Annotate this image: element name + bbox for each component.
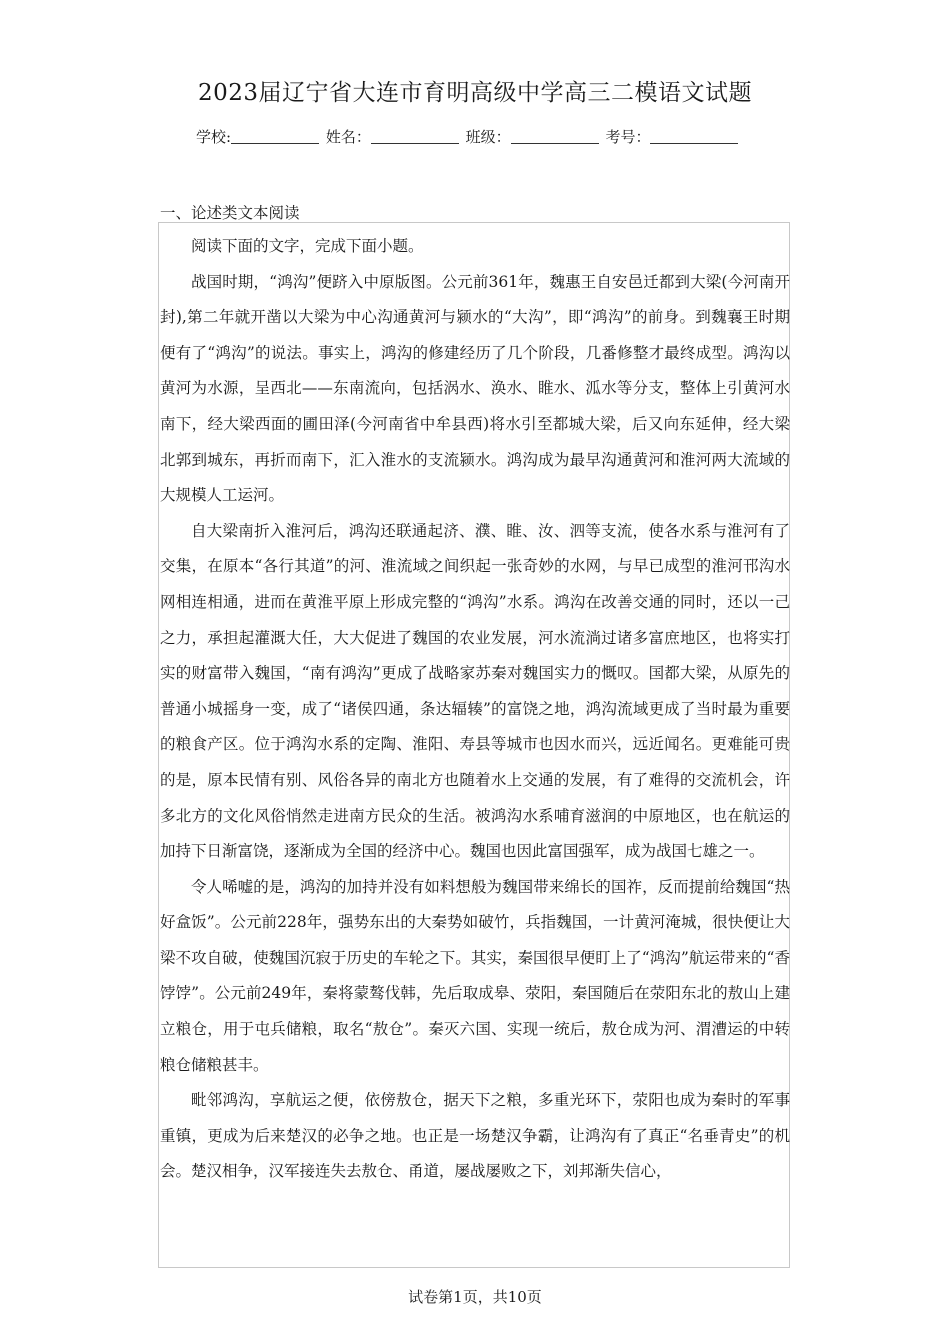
page-title: 2023届辽宁省大连市育明高级中学高三二模语文试题	[197, 80, 753, 106]
page-footer: 试卷第1页，共10页	[408, 1288, 542, 1306]
student-info-line	[196, 126, 740, 147]
passage-paragraph: 自大梁南折入淮河后，鸿沟还联通起济、濮、睢、汝、泗等支流，使各水系与淮河有了交集，在原本“各行其道”的河、淮流域之间织起一张奇妙的水网，与早已成型的淮河邗沟水网相连相通，进而在黄淮平原上形成完整的“鸿沟”水系。鸿沟在改善交通的同时，还以一己之力，承担起灌溉大任，大大促进了魏国的农业发展，河水流淌过诸多富庶地区，也将实打实的财富带入魏国，“南有鸿沟”更成了战略家苏秦对魏国实力的慨叹。国都大梁，从原先的普通小城摇身一变，成了“诸侯四通，条达辐辏”的富饶之地，鸿沟流域更成了当时最为重要的粮食产区。位于鸿沟水系的定陶、淮阳、寿县等城市也因水而兴，远近闻名。更难能可贵的是，原本民情有别、风俗各异的南北方也随着水上交通的发展，有了难得的交流机会，许多北方的文化风俗悄然走进南方民众的生活。被鸿沟水系哺育滋润的中原地区，也在航运的加持下日渐富饶，逐渐成为全国的经济中心。魏国也因此富国强军，成为战国七雄之一。	[160, 521, 790, 861]
passage-paragraph: 毗邻鸿沟，享航运之便，依傍敖仓，据天下之粮，多重光环下，荥阳也成为秦时的军事重镇，更成为后来楚汉的必争之地。也正是一场楚汉争霸，让鸿沟有了真正“名垂青史”的机会。楚汉相争，汉军接连失去敖仓、甬道，屡战屡败之下，刘邦渐失信心，	[160, 1091, 790, 1181]
passage-paragraph: 战国时期，“鸿沟”便跻入中原版图。公元前361年，魏惠王自安邑迁都到大梁(今河南开封),第二年就开凿以大梁为中心沟通黄河与颍水的“大沟”，即“鸿沟”的前身。到魏襄王时期便有了“鸿沟”的说法。事实上，鸿沟的修建经历了几个阶段，几番修整才最终成型。鸿沟以黄河为水源，呈西北——东南流向，包括涡水、涣水、睢水、泒水等分支，整体上引黄河水南下，经大梁西面的圃田泽(今河南省中牟县西)将水引至都城大梁，后又向东延伸，经大梁北郭到城东，再折而南下，汇入淮水的支流颍水。鸿沟成为最早沟通黄河和淮河两大流域的大规模人工运河。	[160, 272, 790, 505]
class-blank[interactable]	[511, 129, 599, 144]
school-label: 学校:	[196, 128, 232, 146]
passage-paragraph: 令人唏嘘的是，鸿沟的加持并没有如料想般为魏国带来绵长的国祚，反而提前给魏国“热好盒饭”。公元前228年，强势东出的大秦势如破竹，兵指魏国，一计黄河淹城，很快便让大梁不攻自破，使魏国沉寂于历史的车轮之下。其实，秦国很早便盯上了“鸿沟”航运带来的“香饽饽”。公元前249年，秦将蒙骜伐韩，先后取成皋、荥阳，秦国随后在荥阳东北的敖山上建立粮仓，用于屯兵储粮，取名“敖仓”。秦灭六国、实现一统后，敖仓成为河、渭漕运的中转粮仓储粮甚丰。	[160, 877, 790, 1074]
exam-number-blank[interactable]	[650, 129, 738, 144]
section-heading: 一、论述类文本阅读	[160, 204, 300, 222]
exam-number-label: 考号：	[605, 128, 651, 146]
name-blank[interactable]	[371, 129, 459, 144]
school-blank[interactable]	[231, 129, 319, 144]
reading-passage	[160, 229, 790, 1190]
class-label: 班级：	[465, 128, 511, 146]
name-label: 姓名：	[325, 128, 371, 146]
passage-instruction: 阅读下面的文字，完成下面小题。	[191, 237, 424, 255]
